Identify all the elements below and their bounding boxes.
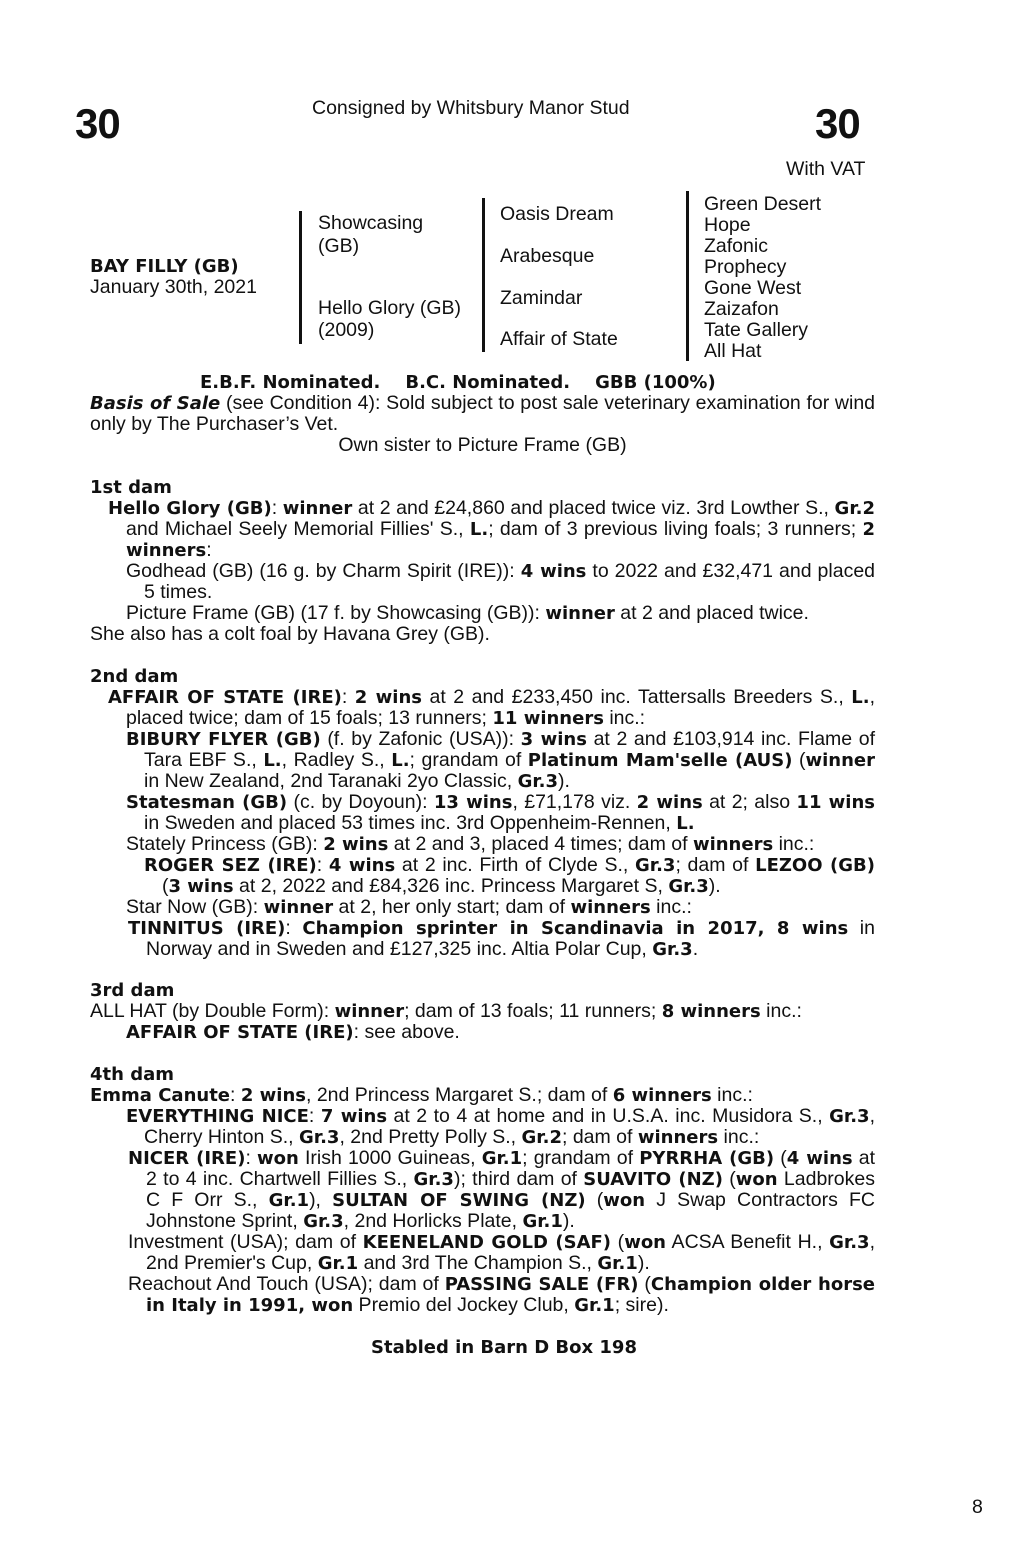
own-sister: Own sister to Picture Frame (GB) bbox=[338, 434, 627, 456]
investment: Investment (USA); dam of KEENELAND GOLD (SAF) (won ACSA Benefit H., Gr.3, 2nd Premier's Cup, Gr.1 and 3rd The Champion S., Gr.1). bbox=[128, 1231, 875, 1274]
first-dam-section bbox=[90, 477, 875, 645]
dam: Hello Glory (GB) bbox=[318, 297, 462, 319]
third-dam-section bbox=[90, 980, 875, 1043]
nicer: NICER (IRE): won Irish 1000 Guineas, Gr.1; grandam of PYRRHA (GB) (4 wins at 2 to 4 inc. Chartwell Fillies S., Gr.3); third dam of SUAVITO (NZ) (won Ladbrokes C F Orr S., Gr.1), SULTAN OF SWING (NZ) (won J Swap Contractors FC Johnstone Sprint, Gr.3, 2nd Horlicks Plate, Gr.1). bbox=[128, 1147, 876, 1232]
pedigree-line-3 bbox=[686, 191, 689, 361]
first-dam-record: Hello Glory (GB): winner at 2 and £24,860 and placed twice viz. 3rd Lowther S., Gr.2 and Michael Seely Memorial Fillies' S., L.; dam of 3 previous living foals; 3 runners; 2 winners: bbox=[108, 497, 875, 561]
g3-7: Tate Gallery bbox=[704, 319, 809, 341]
colt-foal-note: She also has a colt foal by Havana Grey (GB). bbox=[90, 623, 490, 645]
bibury-flyer: BIBURY FLYER (GB) (f. by Zafonic (USA)): 3 wins at 2 and £103,914 inc. Flame of Tara EBF S., L., Radley S., L.; grandam of Platinum Mam'selle (AUS) (winner in New Zealand, 2nd Taranaki 2yo Classic, Gr.3). bbox=[126, 728, 876, 792]
g3-3: Zafonic bbox=[704, 235, 768, 257]
horse-dob: January 30th, 2021 bbox=[90, 276, 257, 298]
fourth-dam-section bbox=[90, 1064, 875, 1316]
tinnitus: TINNITUS (IRE): Champion sprinter in Scandinavia in 2017, 8 wins in Norway and in Sweden and £127,325 inc. Altia Polar Cup, Gr.3. bbox=[128, 917, 875, 960]
g3-1: Green Desert bbox=[704, 193, 822, 215]
g2-3: Zamindar bbox=[500, 287, 583, 309]
everything-nice: EVERYTHING NICE: 7 wins at 2 to 4 at home and in U.S.A. inc. Musidora S., Gr.3, Cherry Hinton S., Gr.3, 2nd Pretty Polly S., Gr.2; dam of winners inc.: bbox=[126, 1105, 875, 1148]
star-now: Star Now (GB): winner at 2, her only start; dam of winners inc.: bbox=[126, 896, 692, 918]
nominations: E.B.F. Nominated. B.C. Nominated. GBB (100%) bbox=[200, 372, 716, 393]
g3-5: Gone West bbox=[704, 277, 802, 299]
page-number: 8 bbox=[972, 1496, 983, 1518]
stabled-location: Stabled in Barn D Box 198 bbox=[371, 1337, 637, 1358]
foal-picture-frame: Picture Frame (GB) (17 f. by Showcasing (GB)): winner at 2 and placed twice. bbox=[126, 602, 809, 624]
foal-godhead: Godhead (GB) (16 g. by Charm Spirit (IRE)): 4 wins to 2022 and £32,471 and placed 5 times. bbox=[126, 560, 876, 603]
basis-text: (see Condition 4): Sold subject to post sale veterinary examination for wind only by The Purchaser’s Vet. bbox=[90, 392, 876, 435]
g3-2: Hope bbox=[704, 214, 751, 236]
pedigree-line-1 bbox=[299, 211, 302, 344]
consignor: Consigned by Whitsbury Manor Stud bbox=[312, 97, 630, 119]
basis-label: Basis of Sale bbox=[90, 393, 221, 414]
g2-1: Oasis Dream bbox=[500, 203, 614, 225]
reachout-and-touch: Reachout And Touch (USA); dam of PASSING SALE (FR) (Champion older horse in Italy in 1991, won Premio del Jockey Club, Gr.1; sire). bbox=[128, 1273, 876, 1316]
g3-6: Zaizafon bbox=[704, 298, 779, 320]
g3-8: All Hat bbox=[704, 340, 762, 362]
horse-name: BAY FILLY (GB) bbox=[90, 256, 239, 277]
lot-number-left: 30 bbox=[75, 100, 120, 147]
g2-4: Affair of State bbox=[500, 328, 618, 350]
dam-year: (2009) bbox=[318, 319, 375, 341]
first-dam-heading: 1st dam bbox=[90, 477, 172, 498]
statesman: Statesman (GB) (c. by Doyoun): 13 wins, £71,178 viz. 2 wins at 2; also 11 wins in Sweden and placed 53 times inc. 3rd Oppenheim-Rennen, L. bbox=[126, 791, 875, 834]
g3-4: Prophecy bbox=[704, 256, 787, 278]
fourth-dam-heading: 4th dam bbox=[90, 1064, 174, 1085]
third-dam-heading: 3rd dam bbox=[90, 980, 175, 1001]
second-dam-record: AFFAIR OF STATE (IRE): 2 wins at 2 and £233,450 inc. Tattersalls Breeders S., L., placed twice; dam of 15 foals; 13 runners; 11 winners inc.: bbox=[108, 686, 875, 729]
sire: Showcasing bbox=[318, 212, 424, 234]
lot-number-right: 30 bbox=[815, 100, 860, 147]
fourth-dam-record: Emma Canute: 2 wins, 2nd Princess Margaret S.; dam of 6 winners inc.: bbox=[90, 1084, 753, 1106]
basis-of-sale bbox=[90, 393, 875, 456]
second-dam-heading: 2nd dam bbox=[90, 666, 179, 687]
second-dam-section bbox=[90, 666, 875, 960]
pedigree-line-2 bbox=[482, 198, 485, 352]
sire-country: (GB) bbox=[318, 235, 360, 257]
third-dam-record: ALL HAT (by Double Form): winner; dam of 13 foals; 11 runners; 8 winners inc.: bbox=[90, 1000, 802, 1022]
roger-sez: ROGER SEZ (IRE): 4 wins at 2 inc. Firth of Clyde S., Gr.3; dam of LEZOO (GB) (3 wins at 2, 2022 and £84,326 inc. Princess Margaret S, Gr.3). bbox=[144, 854, 875, 897]
stately-princess: Stately Princess (GB): 2 wins at 2 and 3, placed 4 times; dam of winners inc.: bbox=[126, 833, 815, 855]
vat-label: With VAT bbox=[786, 158, 866, 180]
affair-of-state-ref: AFFAIR OF STATE (IRE): see above. bbox=[126, 1021, 460, 1043]
g2-2: Arabesque bbox=[500, 245, 595, 267]
